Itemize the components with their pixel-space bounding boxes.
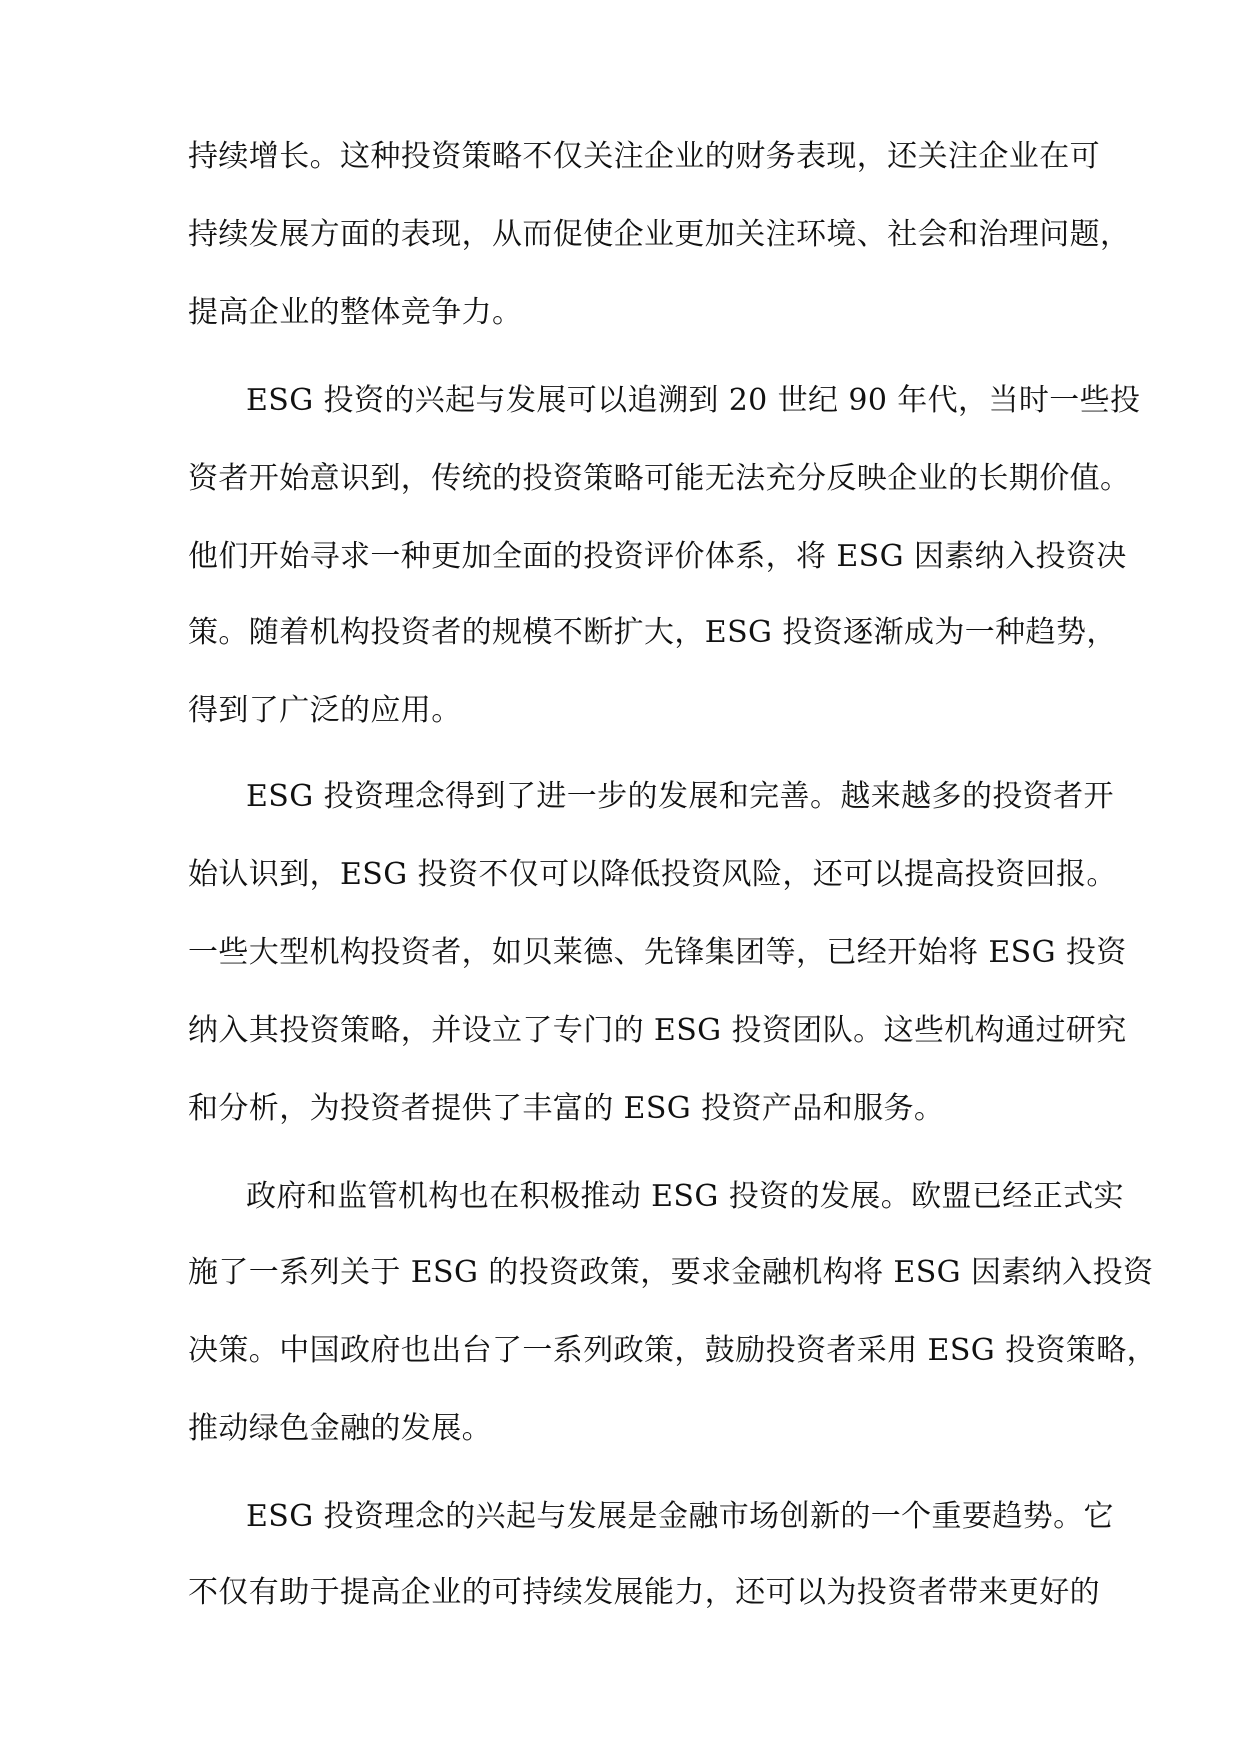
text-line: 推动绿色金融的发展。 [188,1411,492,1446]
text-line: 施了一系列关于 ESG 的投资政策，要求金融机构将 ESG 因素纳入投资 [188,1255,1154,1290]
text-line: 决策。中国政府也出台了一系列政策，鼓励投资者采用 ESG 投资策略， [188,1333,1158,1368]
text-line: 持续增长。这种投资策略不仅关注企业的财务表现，还关注企业在可 [188,139,1100,174]
text-line: 和分析，为投资者提供了丰富的 ESG 投资产品和服务。 [188,1091,945,1126]
text-line: 纳入其投资策略，并设立了专门的 ESG 投资团队。这些机构通过研究 [188,1013,1127,1048]
text-line: 持续发展方面的表现，从而促使企业更加关注环境、社会和治理问题， [188,217,1131,252]
text-line: 始认识到，ESG 投资不仅可以降低投资风险，还可以提高投资回报。 [188,857,1117,892]
text-line: 他们开始寻求一种更加全面的投资评价体系，将 ESG 因素纳入投资决 [188,539,1127,574]
paragraph-start-line: 政府和监管机构也在积极推动 ESG 投资的发展。欧盟已经正式实 [246,1179,1124,1214]
text-line: 资者开始意识到，传统的投资策略可能无法充分反映企业的长期价值。 [188,461,1131,496]
text-line: 得到了广泛的应用。 [188,693,462,728]
text-line: 提高企业的整体竞争力。 [188,295,523,330]
paragraph-start-line: ESG 投资理念的兴起与发展是金融市场创新的一个重要趋势。它 [246,1499,1114,1534]
paragraph-start-line: ESG 投资的兴起与发展可以追溯到 20 世纪 90 年代，当时一些投 [246,383,1141,418]
paragraph-start-line: ESG 投资理念得到了进一步的发展和完善。越来越多的投资者开 [246,779,1114,814]
text-line: 不仅有助于提高企业的可持续发展能力，还可以为投资者带来更好的 [188,1575,1100,1610]
text-line: 策。随着机构投资者的规模不断扩大，ESG 投资逐渐成为一种趋势， [188,615,1117,650]
text-line: 一些大型机构投资者，如贝莱德、先锋集团等，已经开始将 ESG 投资 [188,935,1127,970]
